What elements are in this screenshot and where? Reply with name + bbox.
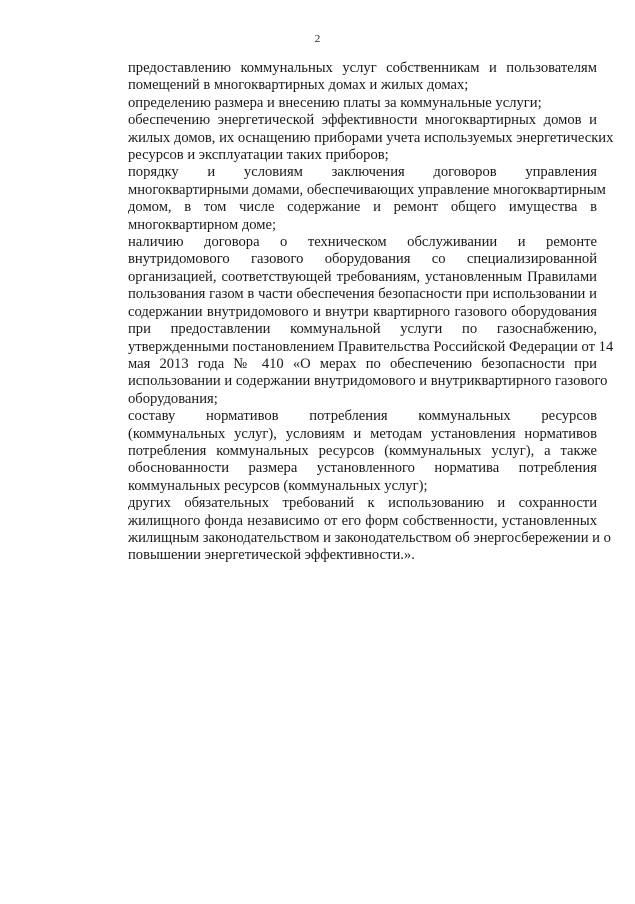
- paragraph-4: [89, 164, 606, 234]
- paragraph-7: [89, 495, 611, 565]
- text-line: наличию договора о техническом обслуживании и ремонте: [128, 234, 597, 251]
- text-line: мая 2013 года № 410 «О мерах по обеспечению безопасности при: [128, 355, 597, 372]
- text-line: предоставлению коммунальных услуг собственникам и пользователям: [128, 60, 597, 76]
- text-line: повышении энергетической эффективности.».: [128, 547, 415, 564]
- text-line: жилищным законодательством и законодательством об энергосбережении и о: [128, 529, 611, 546]
- text-line: многоквартирном доме;: [128, 216, 277, 233]
- text-line: внутридомового газового оборудования со специализированной: [128, 251, 597, 268]
- text-line: порядку и условиям заключения договоров управления: [128, 164, 597, 181]
- paragraph-5: [89, 234, 614, 408]
- page-number: 2: [314, 33, 321, 45]
- text-line: (коммунальных услуг), условиям и методам установления нормативов: [128, 425, 597, 442]
- text-line: организацией, соответствующей требованиям, установленным Правилами: [128, 268, 597, 285]
- text-line: потребления коммунальных ресурсов (коммунальных услуг), а также: [128, 442, 597, 459]
- document-body: [89, 60, 614, 565]
- text-line: при предоставлении коммунальной услуги по газоснабжению,: [128, 321, 597, 338]
- text-line: коммунальных ресурсов (коммунальных услуг);: [128, 477, 428, 494]
- text-line: утвержденными постановлением Правительства Российской Федерации от 14: [128, 338, 614, 355]
- text-line: обоснованности размера установленного норматива потребления: [128, 460, 597, 477]
- text-line: жилищного фонда независимо от его форм собственности, установленных: [128, 512, 597, 529]
- text-line: домом, в том числе содержание и ремонт общего имущества в: [128, 199, 597, 216]
- paragraph-1: [89, 60, 597, 95]
- text-line: определению размера и внесению платы за коммунальные услуги;: [128, 94, 542, 111]
- text-line: содержании внутридомового и внутри квартирного газового оборудования: [128, 303, 597, 320]
- paragraph-3: [89, 112, 614, 164]
- text-line: ресурсов и эксплуатации таких приборов;: [128, 147, 389, 164]
- text-line: составу нормативов потребления коммунальных ресурсов: [128, 408, 597, 425]
- text-line: жилых домов, их оснащению приборами учета используемых энергетических: [128, 129, 614, 146]
- paragraph-6: [89, 408, 597, 495]
- text-line: использовании и содержании внутридомового и внутриквартирного газового: [128, 373, 608, 390]
- text-line: обеспечению энергетической эффективности многоквартирных домов и: [128, 112, 597, 129]
- text-line: других обязательных требований к использованию и сохранности: [128, 495, 597, 512]
- text-line: помещений в многоквартирных домах и жилых домах;: [128, 77, 469, 94]
- text-line: оборудования;: [128, 390, 218, 407]
- text-line: пользования газом в части обеспечения безопасности при использовании и: [128, 286, 597, 303]
- paragraph-2: [89, 95, 597, 112]
- text-line: многоквартирными домами, обеспечивающих управление многоквартирным: [128, 181, 606, 198]
